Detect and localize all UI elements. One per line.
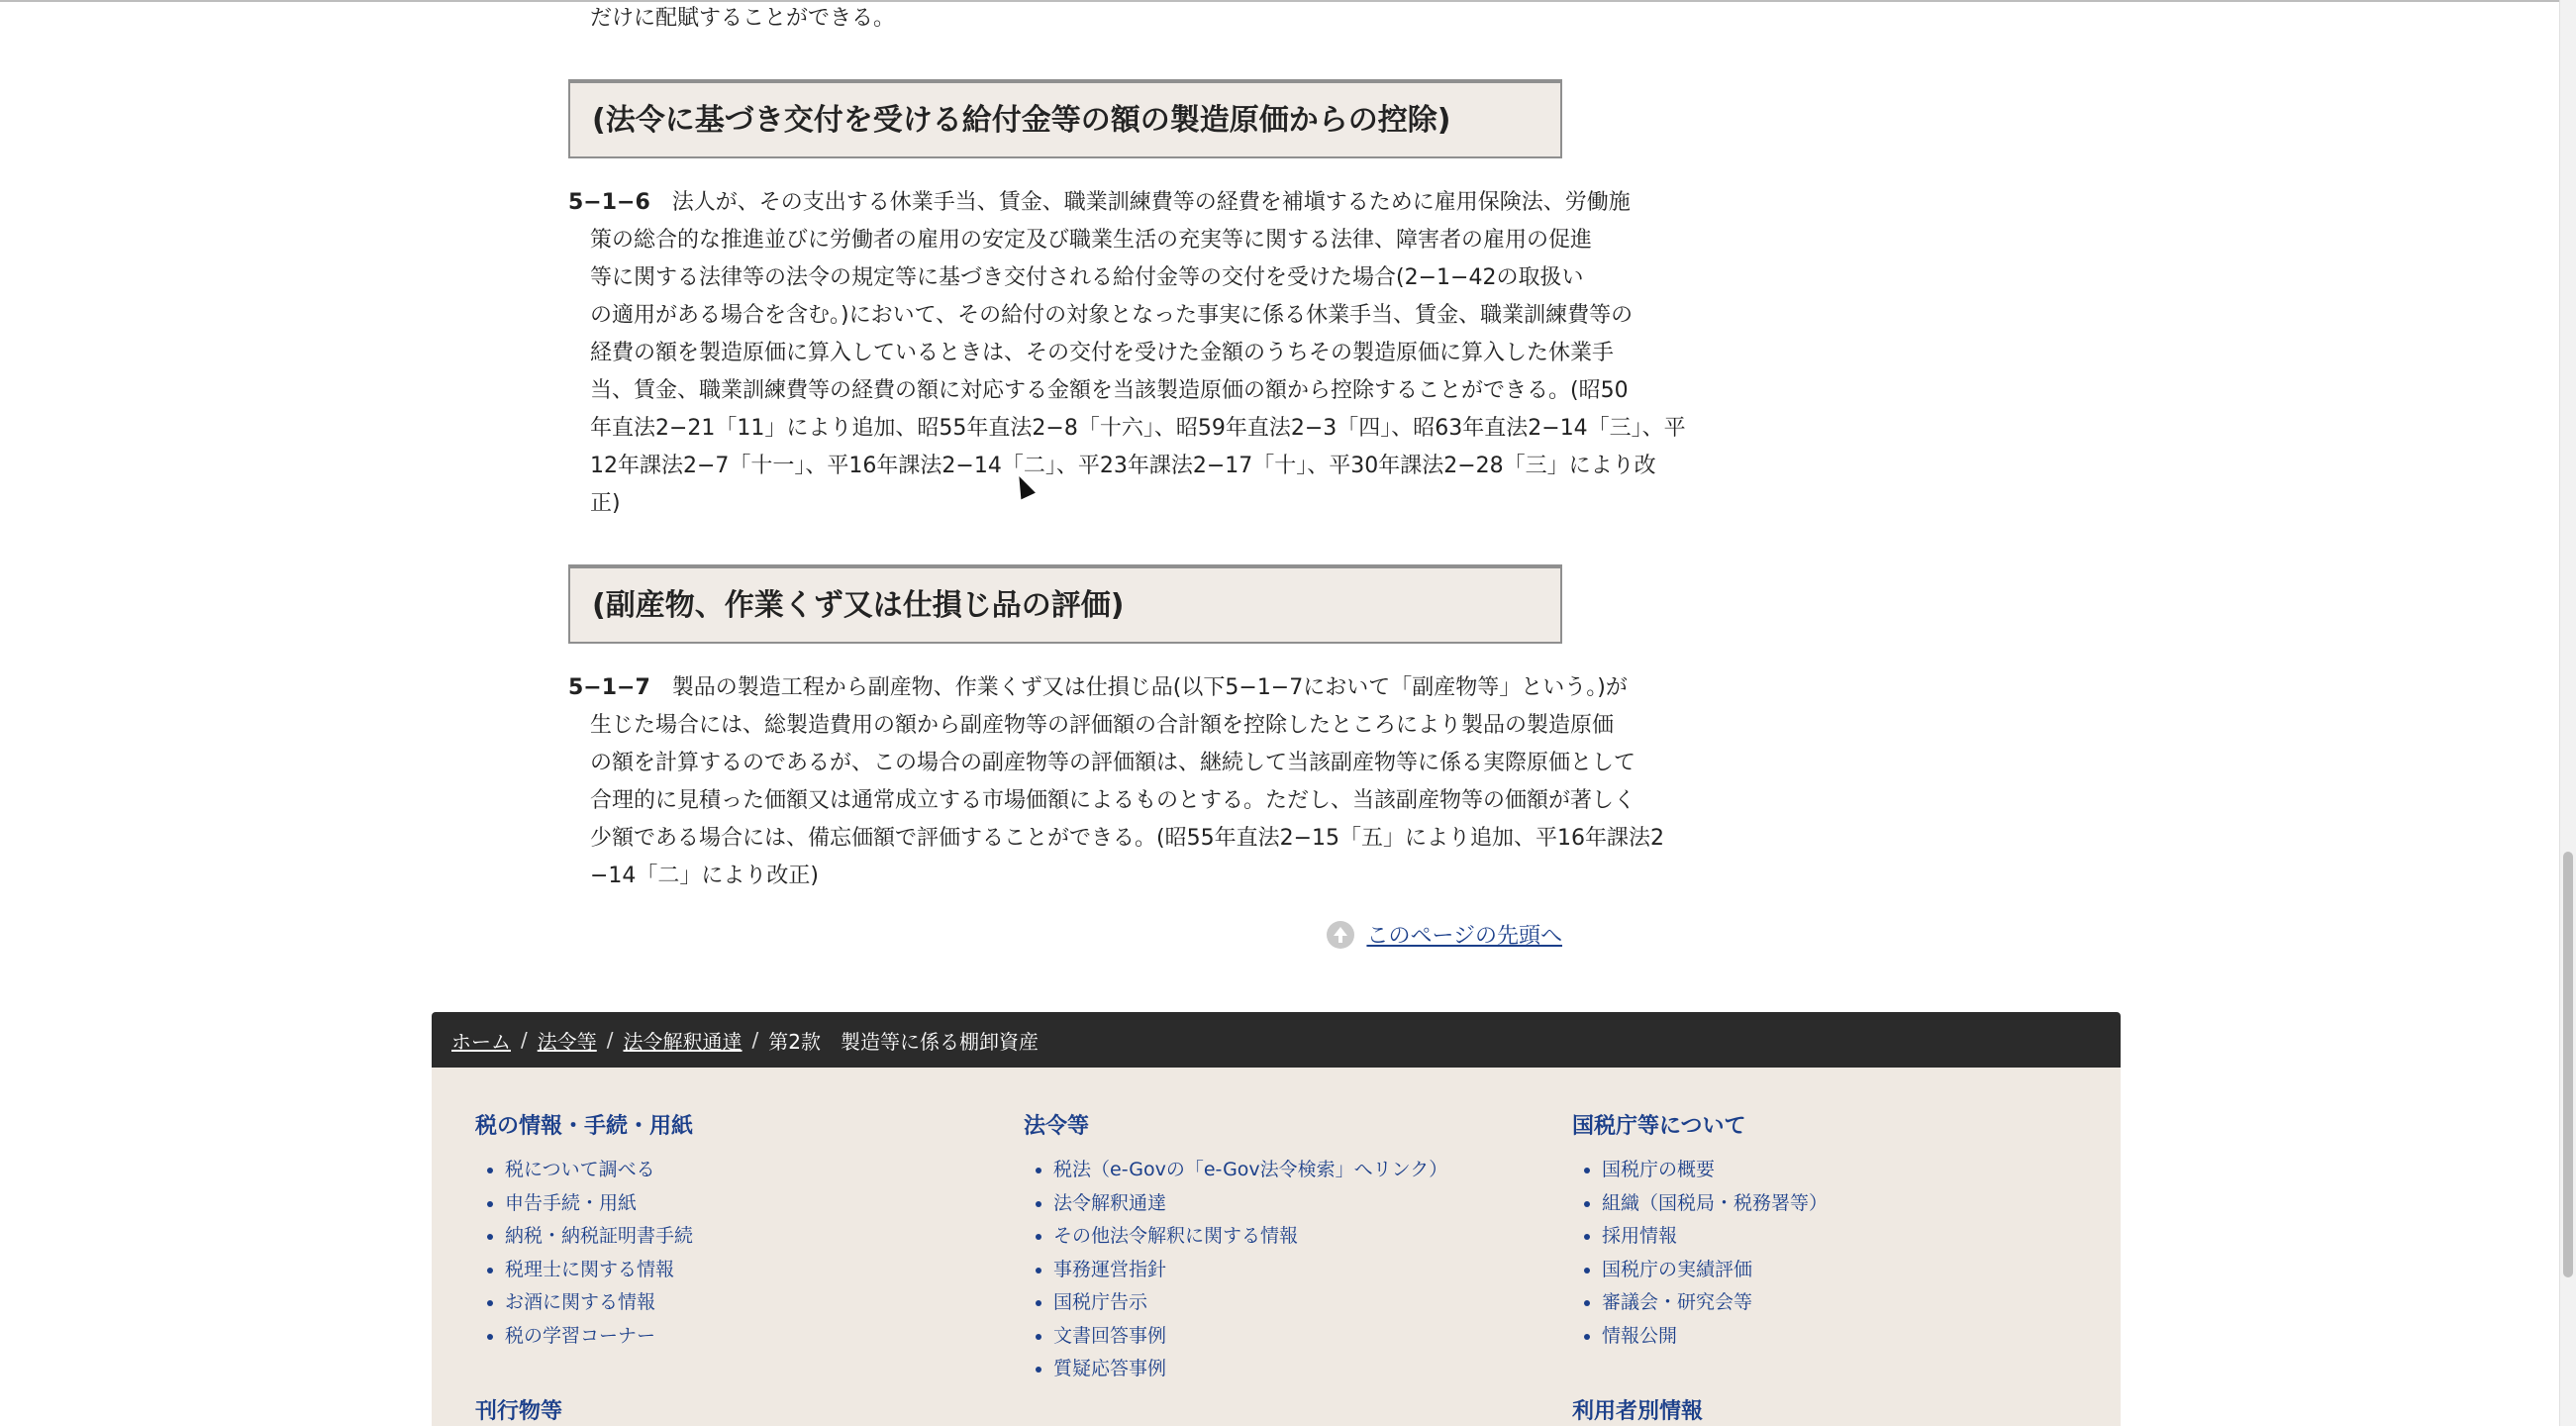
- breadcrumb: ホーム / 法令等 / 法令解釈通達 / 第2款 製造等に係る棚卸資産: [432, 1012, 2121, 1068]
- site-footer: [432, 1068, 2121, 1426]
- footer-link[interactable]: • 採用情報: [1602, 1220, 2087, 1254]
- body-line: 等に関する法律等の法令の規定等に基づき交付される給付金等の交付を受けた場合(2−1−42の取扱い: [590, 265, 1584, 290]
- footer-link[interactable]: • 文書回答事例: [1053, 1320, 1538, 1354]
- scrollbar-thumb[interactable]: [2563, 852, 2573, 1277]
- footer-column-title[interactable]: 法令等: [1024, 1114, 1090, 1139]
- body-line: 策の総合的な推進並びに労働者の雇用の安定及び職業生活の充実等に関する法律、障害者の雇用の促進: [590, 228, 1593, 253]
- footer-link[interactable]: • 事務運営指針: [1053, 1254, 1538, 1287]
- section-heading-5-1-7: (副産物、作業くず又は仕損じ品の評価): [568, 564, 1562, 644]
- footer-link[interactable]: • 法令解釈通達: [1053, 1187, 1538, 1221]
- body-line: 12年課法2−7「十一」、平16年課法2−14「二」、平23年課法2−17「十」、平30年課法2−28「三」により改: [590, 454, 1656, 478]
- footer-column-laws: [1024, 1109, 1538, 1386]
- body-line: 生じた場合には、総製造費用の額から副産物等の評価額の合計額を控除したところにより製品の製造原価: [590, 713, 1615, 738]
- body-line: 合理的に見積った価額又は通常成立する市場価額によるものとする。ただし、当該副産物等の価額が著しく: [590, 788, 1636, 813]
- footer-link[interactable]: • 国税庁告示: [1053, 1286, 1538, 1320]
- body-line: 少額である場合には、備忘価額で評価することができる。(昭55年直法2−15「五」により追加、平16年課法2: [590, 826, 1664, 851]
- breadcrumb-current: 第2款 製造等に係る棚卸資産: [768, 1029, 1039, 1054]
- back-to-top-link[interactable]: このページの先頭へ: [1366, 924, 1562, 949]
- body-line: 当、賃金、職業訓練費等の経費の額に対応する金額を当該製造原価の額から控除することができる。(昭50: [590, 378, 1629, 403]
- body-line: 正): [590, 491, 621, 516]
- footer-link[interactable]: • 税法（e-Govの「e-Gov法令検索」へリンク）: [1053, 1154, 1538, 1187]
- footer-column-tax-info: [475, 1109, 990, 1353]
- body-line: の額を計算するのであるが、この場合の副産物等の評価額は、継続して当該副産物等に係る実際原価として: [590, 751, 1636, 775]
- footer-link[interactable]: • その他法令解釈に関する情報: [1053, 1220, 1538, 1254]
- footer-column-about-nta: [1572, 1109, 2087, 1353]
- footer-link[interactable]: • 組織（国税局・税務署等）: [1602, 1187, 2087, 1221]
- breadcrumb-interpretation[interactable]: 法令解釈通達: [623, 1029, 743, 1054]
- arrow-up-icon: [1327, 921, 1354, 949]
- section-heading-5-1-6: (法令に基づき交付を受ける給付金等の額の製造原価からの控除): [568, 79, 1562, 158]
- footer-link[interactable]: • 納税・納税証明書手続: [505, 1220, 990, 1254]
- footer-link[interactable]: • お酒に関する情報: [505, 1286, 990, 1320]
- body-line: 法人が、その支出する休業手当、賃金、職業訓練費等の経費を補塡するために雇用保険法、労働施: [671, 190, 1631, 215]
- footer-column-title[interactable]: 税の情報・手続・用紙: [475, 1114, 694, 1139]
- footer-link[interactable]: • 国税庁の実績評価: [1602, 1254, 2087, 1287]
- back-to-top[interactable]: [1327, 919, 1562, 950]
- footer-link[interactable]: • 情報公開: [1602, 1320, 2087, 1354]
- breadcrumb-laws[interactable]: 法令等: [537, 1029, 597, 1054]
- footer-heading-user-info[interactable]: 利用者別情報: [1572, 1399, 1704, 1424]
- footer-heading-publications[interactable]: 刊行物等: [475, 1399, 563, 1424]
- top-border: [0, 0, 2576, 2]
- footer-link[interactable]: • 税の学習コーナー: [505, 1320, 990, 1354]
- breadcrumb-home[interactable]: ホーム: [451, 1029, 511, 1054]
- page-scrollbar[interactable]: [2559, 0, 2576, 1426]
- section-number: 5−1−7: [568, 675, 650, 700]
- footer-link[interactable]: • 税について調べる: [505, 1154, 990, 1187]
- footer-column-title[interactable]: 国税庁等について: [1572, 1114, 1746, 1139]
- section-body-5-1-7: [568, 669, 1664, 895]
- footer-link[interactable]: • 税理士に関する情報: [505, 1254, 990, 1287]
- footer-link[interactable]: • 申告手続・用紙: [505, 1187, 990, 1221]
- footer-link[interactable]: • 質疑応答事例: [1053, 1353, 1538, 1386]
- body-line: 経費の額を製造原価に算入しているときは、その交付を受けた金額のうちその製造原価に算入した休業手: [590, 341, 1615, 365]
- body-line: −14「二」により改正): [590, 864, 820, 888]
- body-line: の適用がある場合を含む。)において、その給付の対象となった事実に係る休業手当、賃金、職業訓練費等の: [590, 303, 1634, 328]
- section-number: 5−1−6: [568, 190, 650, 215]
- footer-link[interactable]: • 審議会・研究会等: [1602, 1286, 2087, 1320]
- body-line: 製品の製造工程から副産物、作業くず又は仕損じ品(以下5−1−7において「副産物等」という。)が: [671, 675, 1628, 700]
- footer-link[interactable]: • 国税庁の概要: [1602, 1154, 2087, 1187]
- section-body-5-1-6: [568, 184, 1686, 523]
- body-line: 年直法2−21「11」により追加、昭55年直法2−8「十六」、昭59年直法2−3「四」、昭63年直法2−14「三」、平: [590, 416, 1686, 441]
- previous-paragraph-tail: だけに配賦することができる。: [590, 6, 896, 31]
